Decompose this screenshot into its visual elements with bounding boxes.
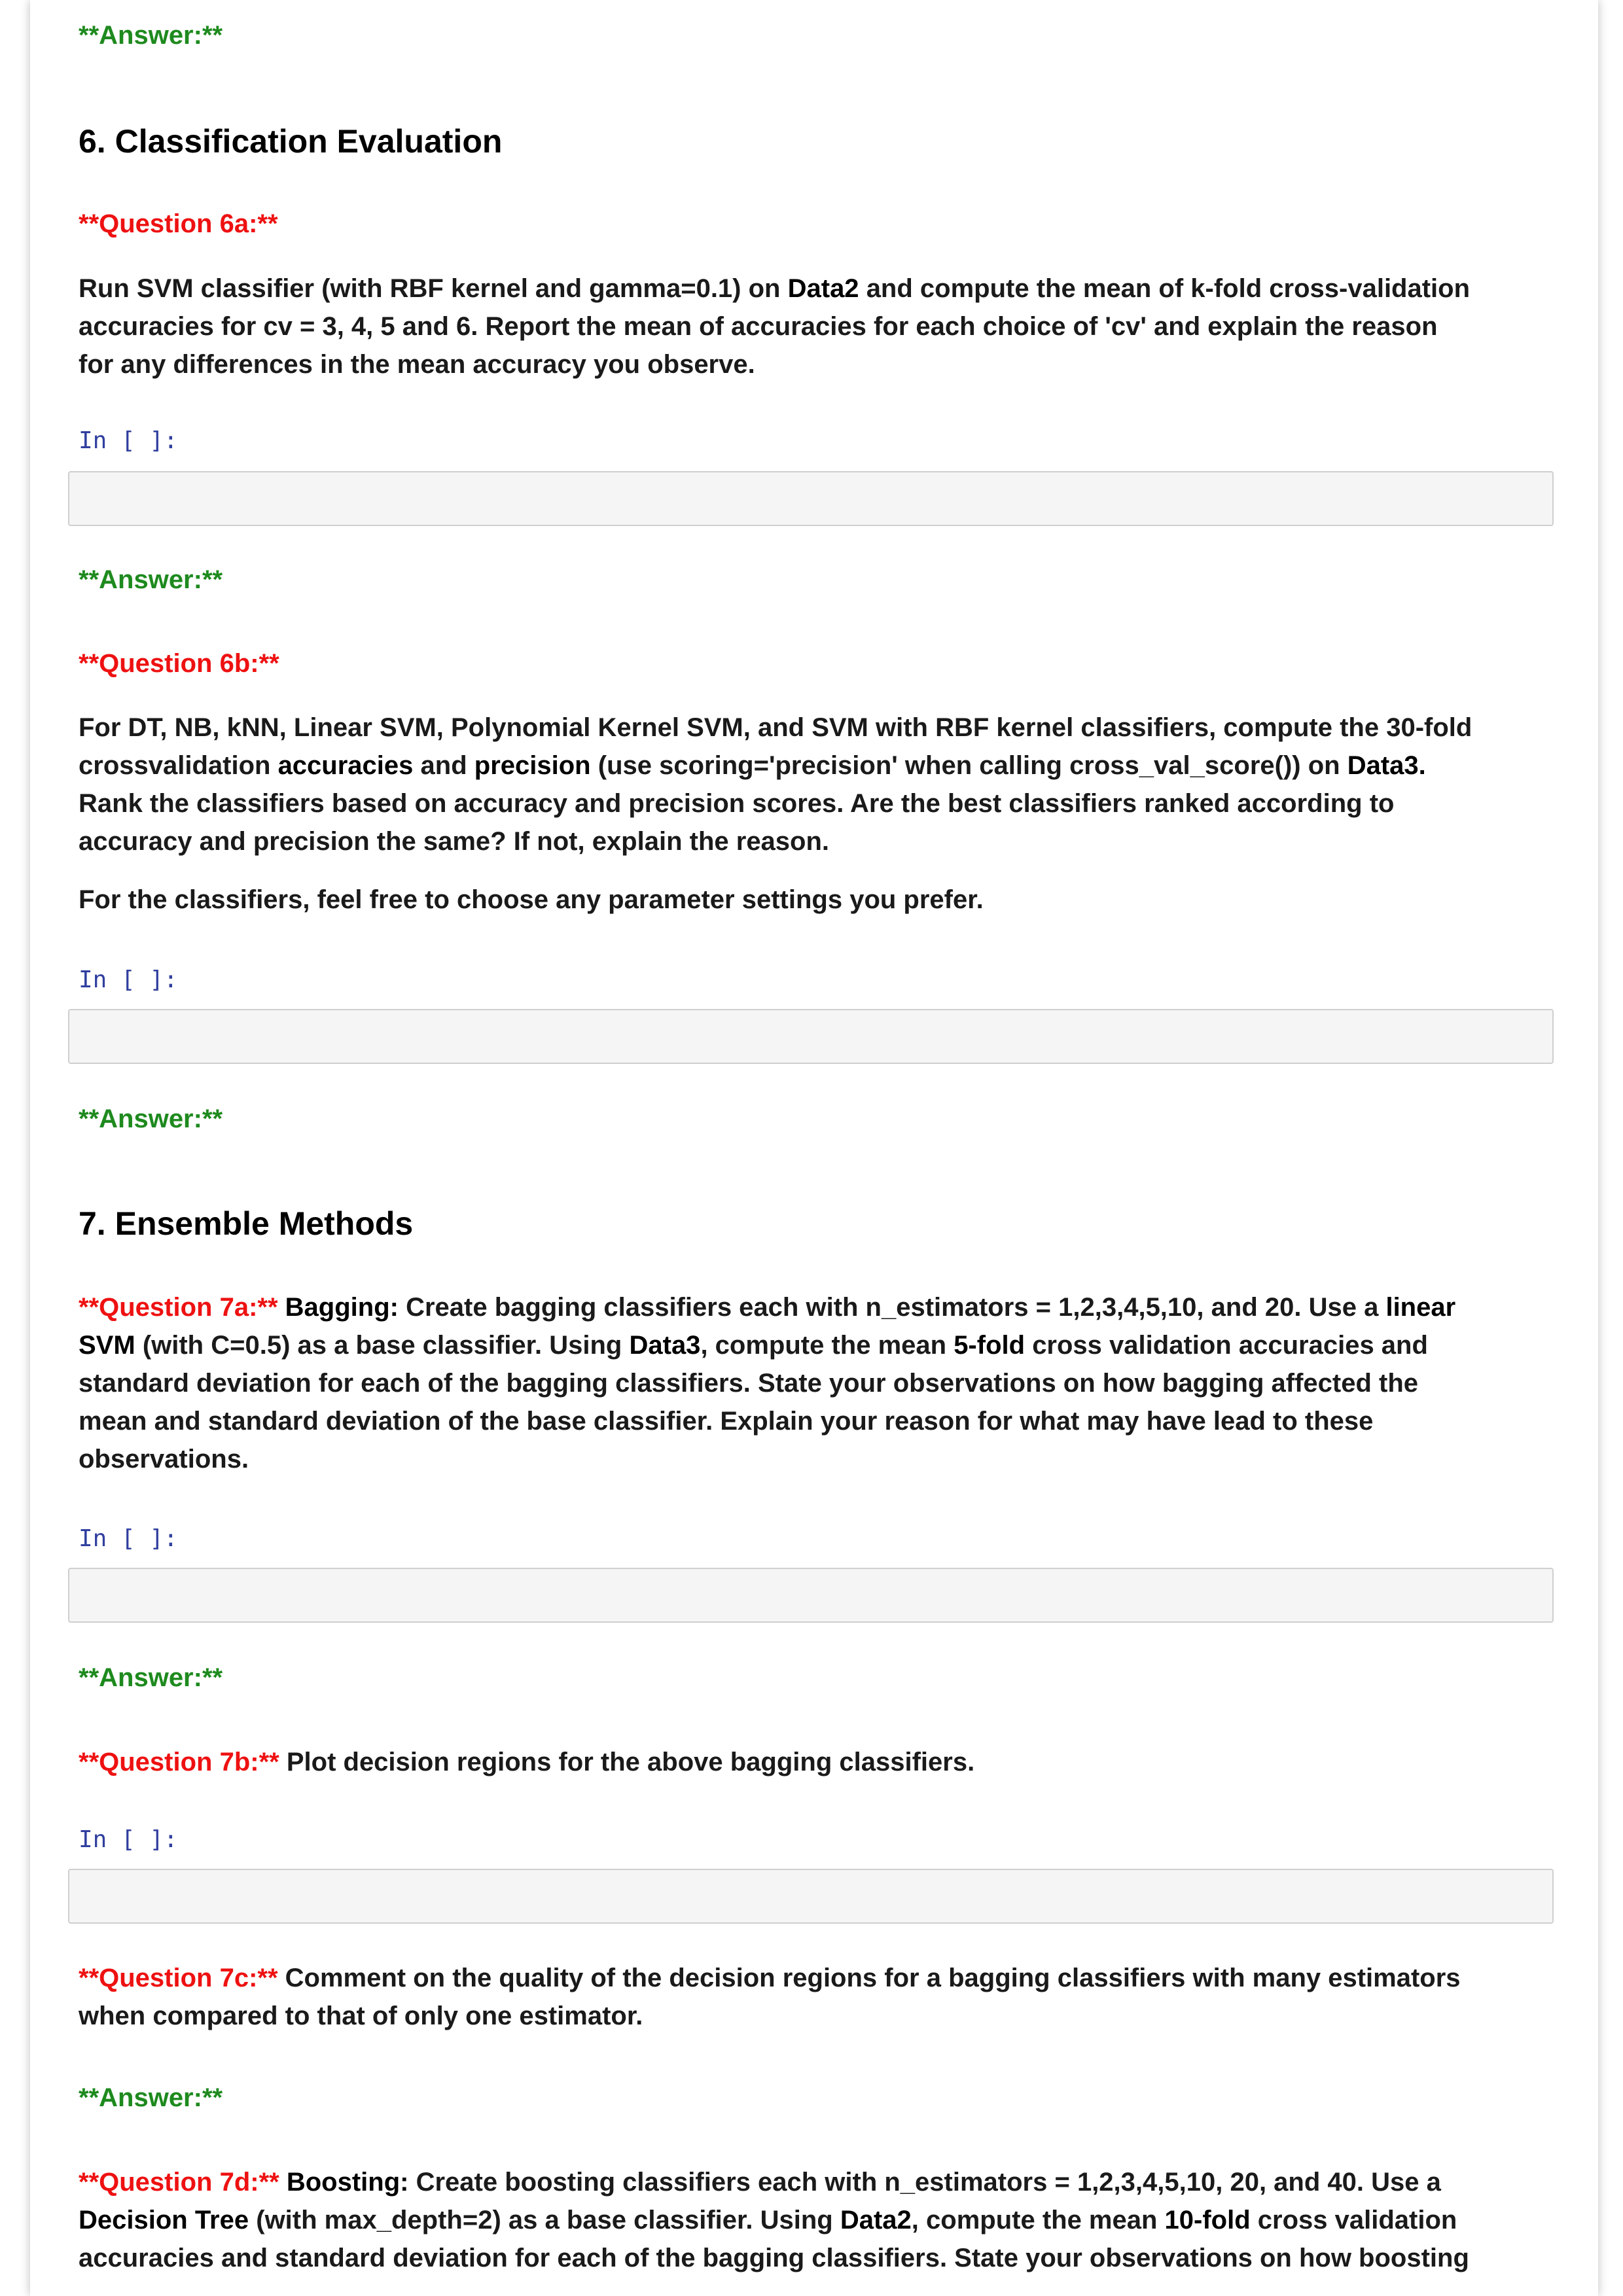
q7a-kw-svm: SVM xyxy=(79,1331,135,1360)
q6b-line2a: crossvalidation xyxy=(79,751,271,780)
q7a-kw-data3: Data3 xyxy=(629,1331,701,1360)
input-prompt: In [ ]: xyxy=(79,427,178,454)
q6a-data: Data2 xyxy=(787,274,859,303)
q7d-line3: accuracies and standard deviation for each of the bagging classifiers. State your observations on how boosting xyxy=(79,2244,1469,2272)
question-7c-label: **Question 7c:** xyxy=(79,1964,278,1992)
question-7a-text xyxy=(79,1288,1577,1478)
q7a-line2c: cross validation accuracies and xyxy=(1032,1331,1428,1360)
q6b-line2e: (use scoring='precision' when calling cross_val_score()) on xyxy=(597,751,1340,780)
q7a-line4: mean and standard deviation of the base classifier. Explain your reason for what may have lead to these xyxy=(79,1407,1374,1436)
question-7d-text xyxy=(79,2163,1577,2277)
question-6b-label: **Question 6b:** xyxy=(79,649,279,678)
question-7c-text xyxy=(79,1959,1577,2035)
q7d-line1: Create boosting classifiers each with n_estimators = 1,2,3,4,5,10, 20, and 40. Use a xyxy=(416,2168,1441,2197)
q7a-line1: Create bagging classifiers each with n_estimators = 1,2,3,4,5,10, and 20. Use a xyxy=(406,1293,1379,1322)
code-cell-6a[interactable] xyxy=(68,471,1554,526)
q7a-line5: observations. xyxy=(79,1445,249,1474)
q6a-line1b: and compute the mean of k-fold cross-validation xyxy=(866,274,1471,303)
section-heading-ensemble-methods: 7. Ensemble Methods xyxy=(79,1205,414,1242)
question-6a-label: **Question 6a:** xyxy=(79,209,278,238)
q7a-kw-linear: linear xyxy=(1385,1293,1456,1322)
notebook-page xyxy=(30,0,1598,2296)
q7a-kw-5fold: 5-fold xyxy=(954,1331,1026,1360)
q6b-line1: For DT, NB, kNN, Linear SVM, Polynomial Kernel SVM, and SVM with RBF kernel classifiers, compute the 30-fold xyxy=(79,713,1472,742)
answer-label: **Answer:** xyxy=(79,21,223,50)
q7d-kw-boosting: Boosting: xyxy=(286,2168,409,2197)
q7a-kw-bagging: Bagging: xyxy=(285,1293,399,1322)
question-7b-text xyxy=(79,1743,1577,1781)
input-prompt: In [ ]: xyxy=(79,966,178,993)
answer-label: **Answer:** xyxy=(79,565,223,594)
q7a-line2a: (with C=0.5) as a base classifier. Using xyxy=(142,1331,622,1360)
q6b-line4: accuracy and precision the same? If not, explain the reason. xyxy=(79,827,830,856)
answer-label: **Answer:** xyxy=(79,2083,223,2112)
q7c-line1: Comment on the quality of the decision regions for a bagging classifiers with many estimators xyxy=(285,1964,1461,1992)
q6b-line2c: and xyxy=(420,751,467,780)
input-prompt: In [ ]: xyxy=(79,1826,178,1853)
q7b-text: Plot decision regions for the above bagging classifiers. xyxy=(286,1748,975,1776)
q7a-line2b: , compute the mean xyxy=(700,1331,947,1360)
answer-label: **Answer:** xyxy=(79,1104,223,1133)
question-6a-text xyxy=(79,270,1577,383)
q7a-line3: standard deviation for each of the bagging classifiers. State your observations on how bagging affected the xyxy=(79,1369,1419,1398)
q6b-line5: For the classifiers, feel free to choose any parameter settings you prefer. xyxy=(79,885,984,914)
section-heading-classification-evaluation: 6. Classification Evaluation xyxy=(79,123,503,160)
q6a-line3: for any differences in the mean accuracy you observe. xyxy=(79,350,755,379)
q7d-line2b: , compute the mean xyxy=(911,2206,1158,2234)
question-7b-label: **Question 7b:** xyxy=(79,1748,279,1776)
input-prompt: In [ ]: xyxy=(79,1525,178,1552)
q6b-kw-data3: Data3. xyxy=(1347,751,1426,780)
q6a-line1: Run SVM classifier (with RBF kernel and gamma=0.1) on xyxy=(79,274,781,303)
code-cell-7b[interactable] xyxy=(68,1869,1554,1924)
code-cell-6b[interactable] xyxy=(68,1009,1554,1064)
question-7d-label: **Question 7d:** xyxy=(79,2168,279,2197)
q7d-line2c: cross validation xyxy=(1257,2206,1457,2234)
q7d-line2a: (with max_depth=2) as a base classifier. Using xyxy=(256,2206,833,2234)
q6b-kw-accuracies: accuracies xyxy=(277,751,414,780)
q6a-line2: accuracies for cv = 3, 4, 5 and 6. Report the mean of accuracies for each choice of 'cv' and explain the reason xyxy=(79,312,1438,341)
q6b-line3: Rank the classifiers based on accuracy and precision scores. Are the best classifiers ranked according to xyxy=(79,789,1395,818)
q7d-kw-decision-tree: Decision Tree xyxy=(79,2206,249,2234)
question-7a-label: **Question 7a:** xyxy=(79,1293,278,1322)
code-cell-7a[interactable] xyxy=(68,1568,1554,1623)
q7d-kw-data2: Data2 xyxy=(840,2206,912,2234)
question-6b-text xyxy=(79,709,1577,860)
q6b-kw-precision: precision xyxy=(474,751,591,780)
q7d-kw-10fold: 10-fold xyxy=(1164,2206,1251,2234)
q7c-line2: when compared to that of only one estimator. xyxy=(79,2002,643,2030)
answer-label: **Answer:** xyxy=(79,1663,223,1692)
